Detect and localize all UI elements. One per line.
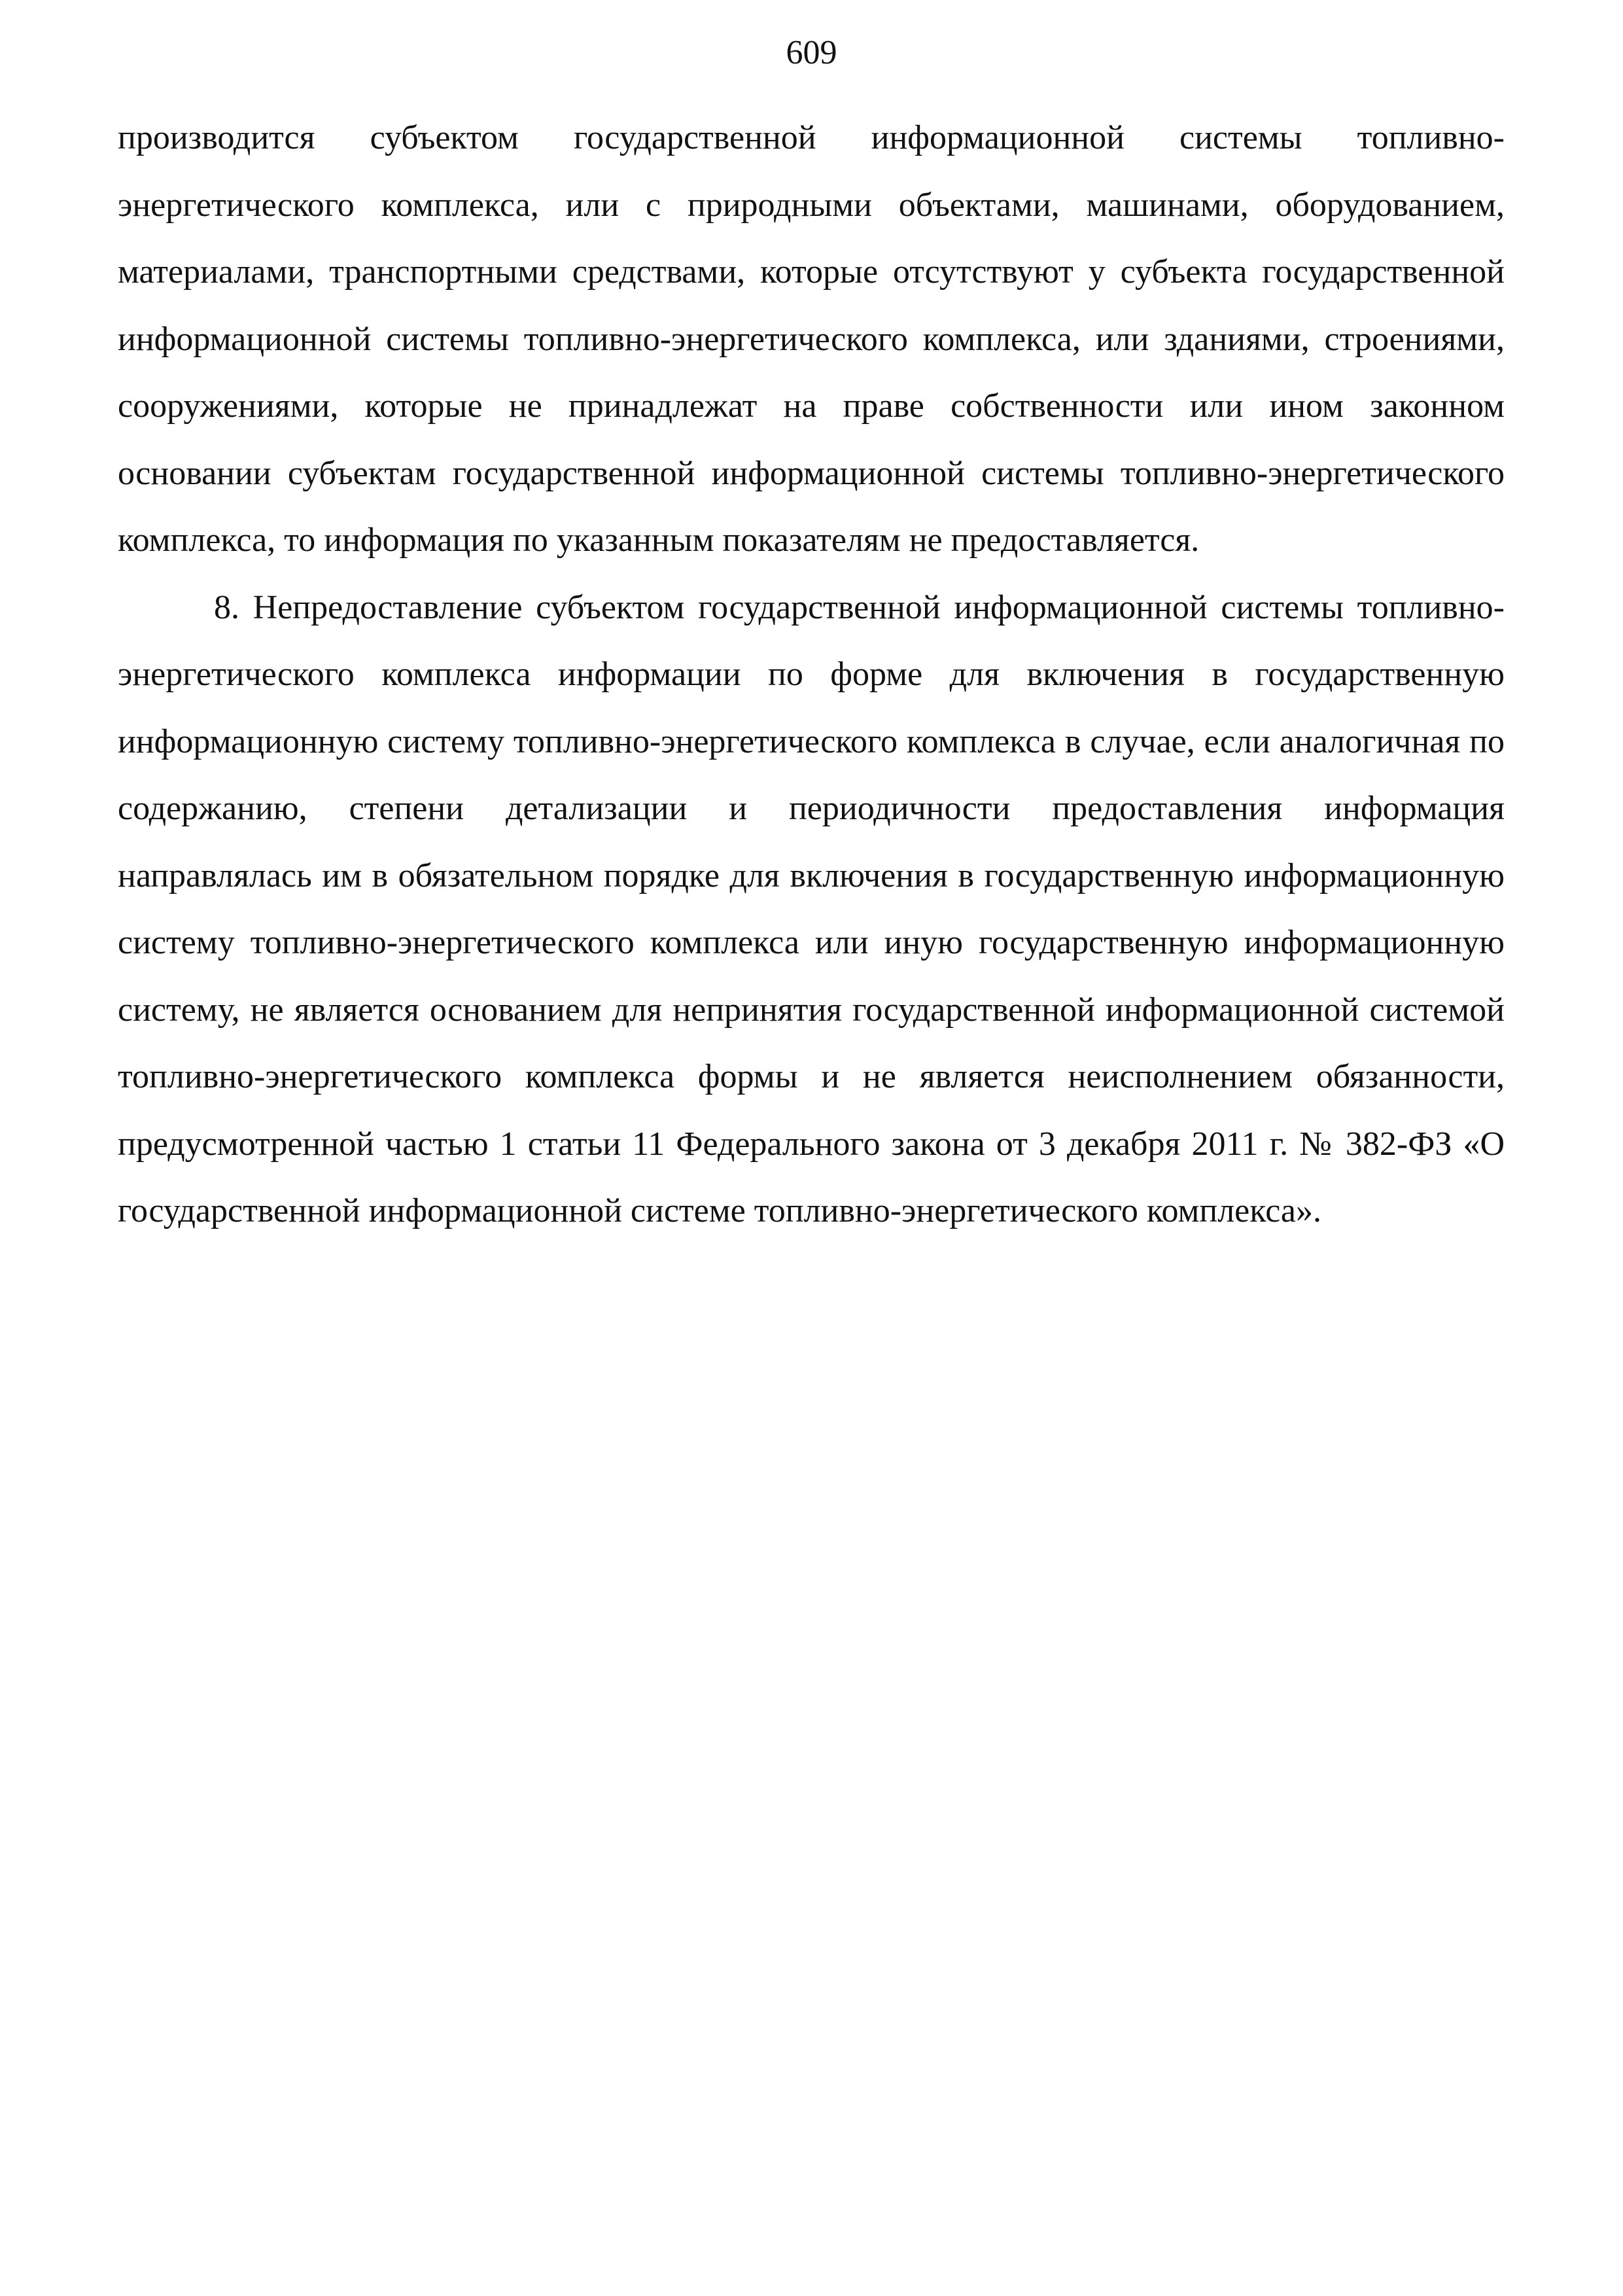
paragraph-continuation: производится субъектом государственной информационной системы топливно-энергетического комплекса, или с природными объектами, машинами, оборудованием, материалами, транспортными средствами, которые отсутствуют у субъекта государственной информационной системы топливно-энергетического комплекса, или зданиями, строениями, сооружениями, которые не принадлежат на праве собственности или ином законном основании субъектам государственной информационной системы топливно-энергетического комплекса, то информация по указанным показателям не предоставляется.: [118, 119, 1505, 559]
page-number: 609: [786, 34, 837, 71]
paragraph-item-8: 8. Непредоставление субъектом государственной информационной системы топливно-энергетического комплекса информации по форме для включения в государственную информационную систему топливно-энергетического комплекса в случае, если аналогичная по содержанию, степени детализации и периодичности предоставления информация направлялась им в обязательном порядке для включения в государственную информационную систему топливно-энергетического комплекса или иную государственную информационную систему, не является основанием для непринятия государственной информационной системой топливно-энергетического комплекса формы и не является неисполнением обязанности, предусмотренной частью 1 статьи 11 Федерального закона от 3 декабря 2011 г. № 382-ФЗ «О государственной информационной системе топливно-энергетического комплекса».: [118, 588, 1505, 1229]
document-body: [118, 105, 1505, 1245]
